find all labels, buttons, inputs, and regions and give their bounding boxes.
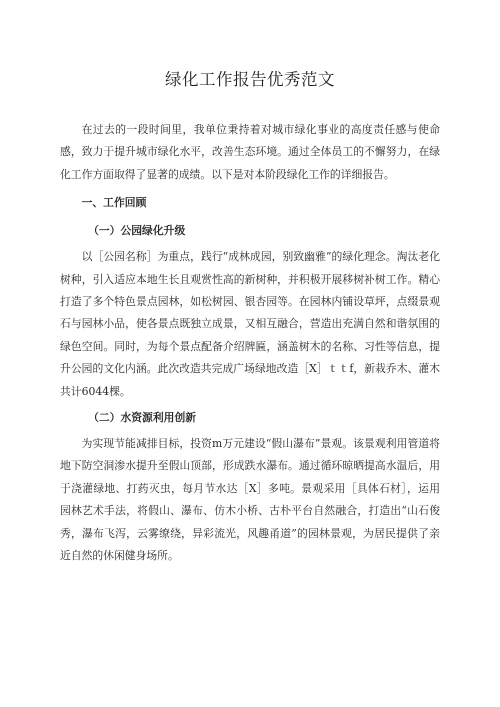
water-resources-paragraph: 为实现节能减排目标，投资m万元建设“假山瀑布”景观。该景观利用管道将地下防空洞渗水提升至假山顶部，形成跌水瀑布。通过循环晾晒提高水温后，用于浇灌绿地、打药灭虫，每月节水达［X］多吨。景观采用［具体石材］，运用园林艺术手法，将假山、瀑布、仿木小桥、古朴平台自然融合，打造出“山石俊秀，瀑布飞泻，云雾缭绕，异彩流光，风趣甬道”的园林景观，为居民提供了亲近自然的休闲健身场所。	[60, 437, 440, 563]
document-title: 绿化工作报告优秀范文	[165, 70, 335, 89]
section-heading-work-review: 一、工作回顾	[81, 196, 147, 210]
document-body	[60, 119, 440, 568]
subsection-heading-water-resources: （二）水资源利用创新	[88, 411, 197, 425]
subsection-heading-park-greening: （一）公园绿化升级	[88, 224, 186, 238]
intro-paragraph: 在过去的一段时间里，我单位秉持着对城市绿化事业的高度责任感与使命感，致力于提升城市绿化水平，改善生态环境。通过全体员工的不懈努力，在绿化工作方面取得了显著的成绩。以下是对本阶段绿化工作的详细报告。	[60, 123, 440, 181]
park-greening-paragraph: 以［公园名称］为重点，践行“成林成园，别致幽雅”的绿化理念。淘汰老化树种，引入适应本地生长且观赏性高的新树种，并积极开展移树补树工作。精心打造了多个特色景点园林，如松树园、银杏园等。在园林内铺设草坪，点缀景观石与园林小品，使各景点既独立成景，又相互融合，营造出充满自然和谐氛围的绿色空间。同时，为每个景点配备介绍牌匾，涵盖树木的名称、习性等信息，提升公园的文化内涵。此次改造共完成广场绿地改造［X］ｔｔf，新栽乔木、灌木共计6044棵。	[60, 250, 440, 398]
